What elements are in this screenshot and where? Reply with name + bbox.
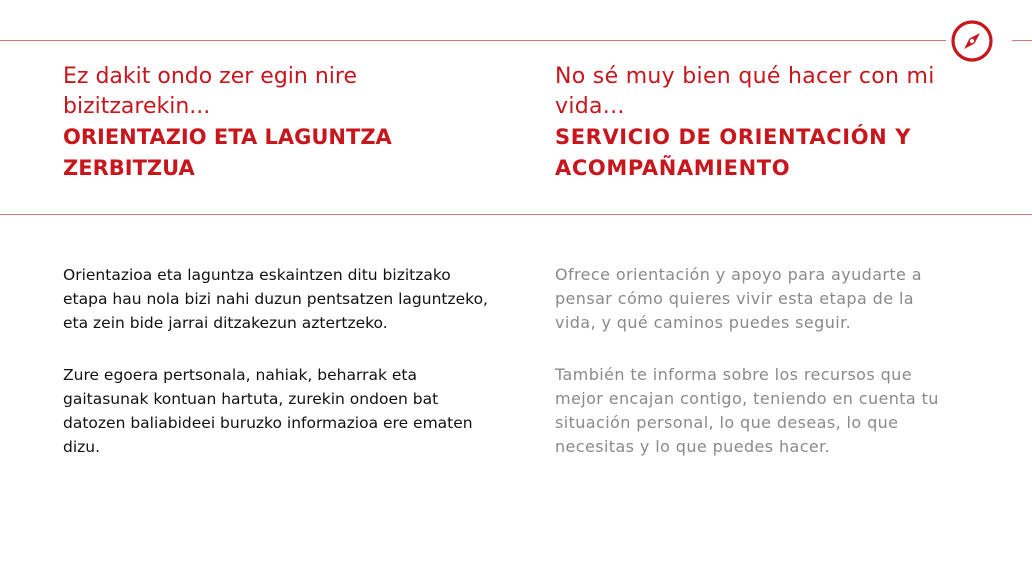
spanish-paragraph-1: Ofrece orientación y apoyo para ayudarte a pensar cómo quieres vivir esta etapa de la vida, y qué caminos puedes seguir. [555,265,922,332]
basque-paragraph-1: Orientazioa eta laguntza eskaintzen ditu bizitzako etapa hau nola bizi nahi duzun pentsatzen laguntzeko, eta zein bide jarrai ditzakezun aztertzeko. [63,266,488,332]
top-divider-right [1012,40,1032,41]
basque-question: Ez dakit ondo zer egin nire bizitzarekin... [63,64,358,119]
top-divider [0,40,946,41]
basque-body [63,263,493,487]
compass-icon [949,18,995,64]
basque-paragraph-2: Zure egoera pertsonala, nahiak, beharrak eta gaitasunak kontuan hartuta, zurekin ondoen bat datozen baliabideei buruzko informazioa ere ematen dizu. [63,366,473,456]
spanish-question: No sé muy bien qué hacer con mi vida... [555,64,935,119]
spanish-body [555,263,955,487]
spanish-paragraph-2: También te informa sobre los recursos que mejor encajan contigo, teniendo en cuenta tu situación personal, lo que deseas, lo que necesitas y lo que puedes hacer. [555,365,939,456]
spanish-header [555,62,975,184]
spanish-service-title: SERVICIO DE ORIENTACIÓN Y ACOMPAÑAMIENTO [555,125,912,180]
header-divider [0,214,1032,215]
basque-header [63,62,483,184]
basque-service-title: ORIENTAZIO ETA LAGUNTZA ZERBITZUA [63,125,392,180]
